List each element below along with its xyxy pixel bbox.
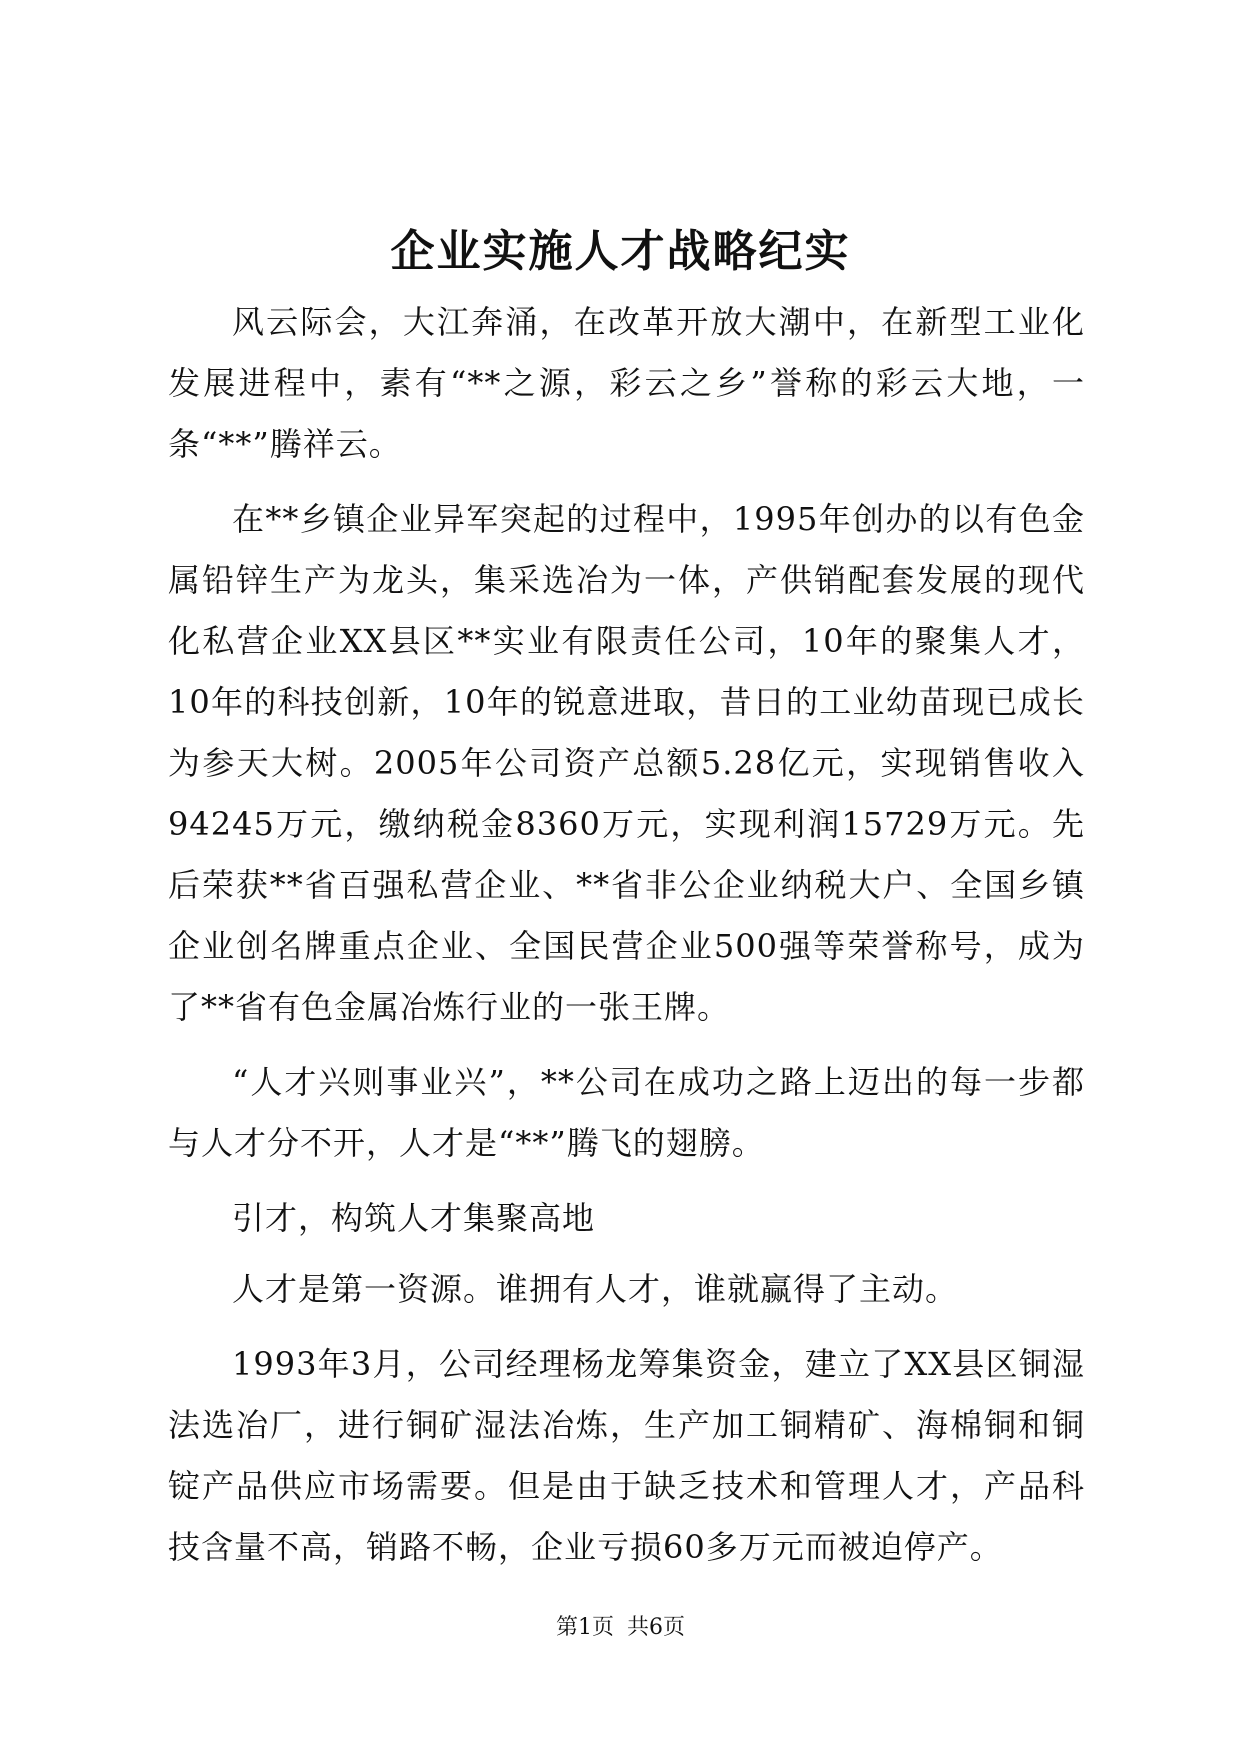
page-total: 共6页	[627, 1615, 685, 1640]
page-number: 第1页	[556, 1615, 614, 1640]
document-body	[168, 292, 1085, 1592]
paragraph: “人才兴则事业兴”，**公司在成功之路上迈出的每一步都与人才分不开，人才是“**”腾飞的翅膀。	[168, 1063, 1085, 1162]
document-title: 企业实施人才战略纪实	[390, 226, 851, 277]
paragraph: 人才是第一资源。谁拥有人才，谁就赢得了主动。	[232, 1270, 959, 1308]
paragraph: 风云际会，大江奔涌，在改革开放大潮中，在新型工业化发展进程中，素有“**之源，彩云之乡”誉称的彩云大地，一条“**”腾祥云。	[168, 303, 1085, 463]
page-footer	[0, 1613, 1241, 1643]
section-heading: 引才，构筑人才集聚高地	[232, 1199, 596, 1237]
paragraph: 1993年3月，公司经理杨龙筹集资金，建立了XX县区铜湿法选冶厂，进行铜矿湿法冶炼，生产加工铜精矿、海棉铜和铜锭产品供应市场需要。但是由于缺乏技术和管理人才，产品科技含量不高，销路不畅，企业亏损60多万元而被迫停产。	[168, 1345, 1085, 1566]
paragraph: 在**乡镇企业异军突起的过程中，1995年创办的以有色金属铅锌生产为龙头，集采选冶为一体，产供销配套发展的现代化私营企业XX县区**实业有限责任公司，10年的聚集人才，10年的科技创新，10年的锐意进取，昔日的工业幼苗现已成长为参天大树。2005年公司资产总额5.28亿元，实现销售收入94245万元，缴纳税金8360万元，实现利润15729万元。先后荣获**省百强私营企业、**省非公企业纳税大户、全国乡镇企业创名牌重点企业、全国民营企业500强等荣誉称号，成为了**省有色金属冶炼行业的一张王牌。	[168, 500, 1085, 1026]
